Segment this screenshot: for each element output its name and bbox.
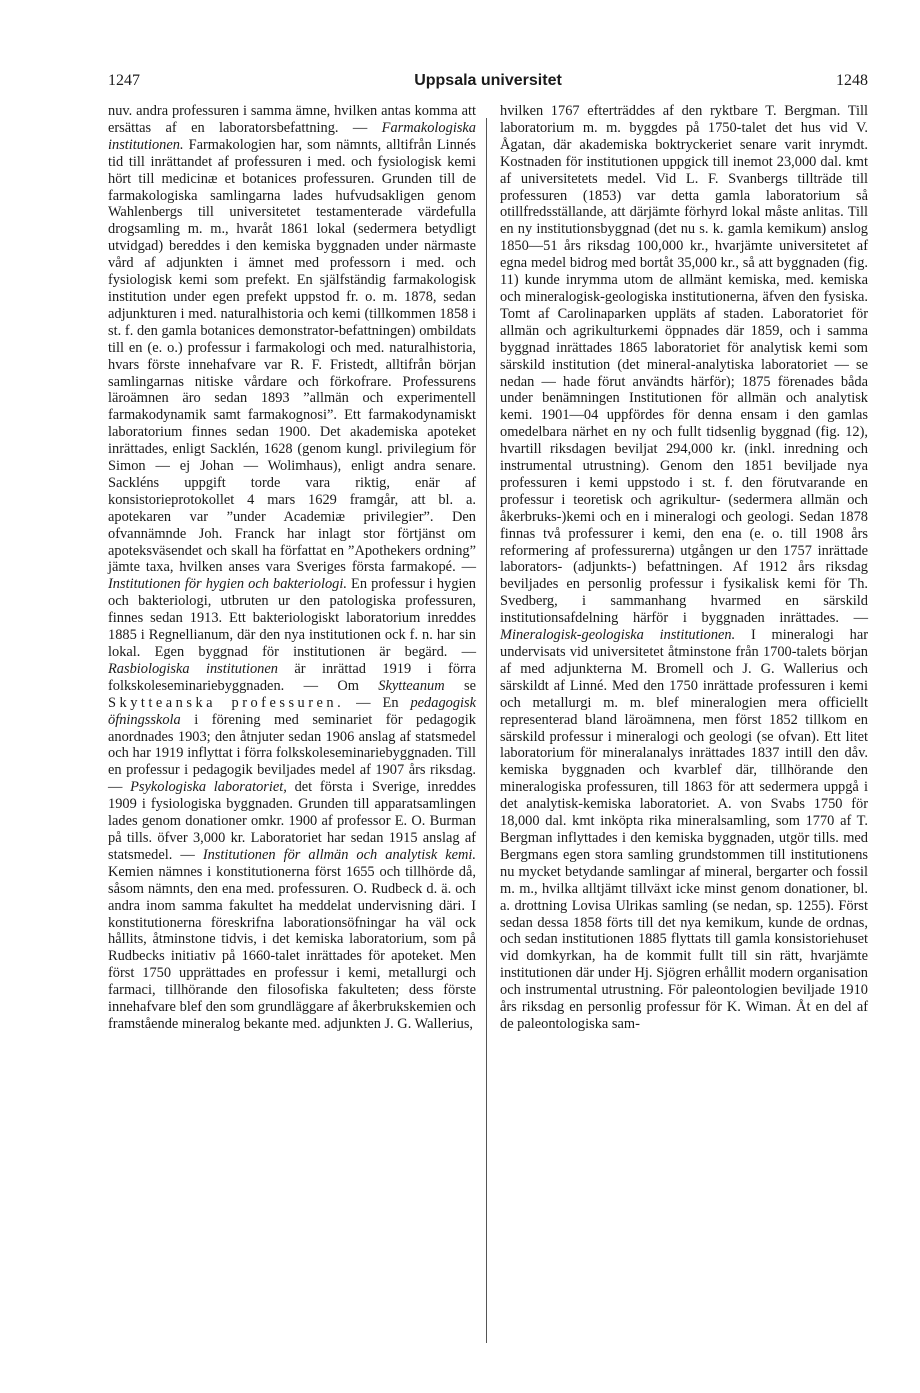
text-run: En professur i hygien och bakteriologi, utbruten ur den patologiska professuren, finnes sedan 1913. Ett bakteriologiskt laboratorium inreddes 1885 i Regnellianum, där den nya institutionen ock f. n. har sin lokal. Egen byggnad för institutionen är begärd. —: [108, 576, 477, 660]
text-run: är inrättad 1919 i förra folkskoleseminariebyggnaden. — Om: [108, 660, 476, 694]
page-number-right: 1248: [836, 72, 868, 89]
body-text-left: [108, 103, 476, 1033]
section-heading: pedagogisk öfningsskola: [108, 694, 477, 728]
text-run: se: [444, 677, 476, 694]
text-run: — En: [344, 694, 411, 711]
section-heading: Skytteanum: [378, 677, 445, 694]
text-run: hvilken 1767 efterträddes af den ryktbare T. Bergman. Till laboratorium m. m. byggdes på 1750-talet det hus vid V. Ågatan, där akademiska boktryckeriet senare varit inrymdt. Kostnaden för institutionen uppgick till inemot 23,000 dal. kmt af universitetets medel. Vid L. F. Svanbergs tillträde till professuren (1853) var detta gamla laboratorium så otillfredsställande, att därjämte förhyrd lokal måste anlitas. Till en ny institutionsbyggnad (det nu s. k. gamla kemikum) anslog 1850—51 års riksdag 100,000 kr., hvarjämte universitetet af egna medel bidrog med bortåt 35,000 kr., så att byggnaden (fig. 11) kunde inrymma utom de allmänt kemiska, med. kemiska och mineralogisk-geologiska institutionerna, äfven den fysiska. Tomt af Carolinaparken uppläts af staden. Laboratoriet för allmän och agrikulturkemi öppnades där 1859, och i samma byggnad inrättades 1865 laboratoriet för analytisk kemi som särskild institution (det mineral-analytiska laboratoriet — se nedan — hade förut användts härför); 1875 förenades båda under benämningen Institutionen för allmän och analytisk kemi. 1901—04 uppfördes för denna ensam i den gamlas omedelbara närhet en ny och fullt tidsenlig byggnad (fig. 12), hvartill riksdagen beviljat 294,000 kr. (inkl. inredning och instrumental utrustning). Genom den 1851 beviljade nya professuren i kemi uppstodo i st. f. den förutvarande en professur i teoretisk och agrikultur- (sedermera allmän och åkerbruks-)kemi och en i mineralogi och geologi. Sedan 1878 finnas två professurer i kemi, den ena (e. o. till 1908 års reformering af professurerna) utgången ur den 1757 inrättade laborators- (adjunkts-) befattningen. Af 1912 års riksdag beviljades en personlig professur i fysikalisk kemi för Th. Svedberg, i sammanhang hvarmed en särskild institutionsafdelning härför i byggnaden inrättades. —: [500, 103, 868, 627]
section-heading: Institutionen för allmän och analytisk kemi.: [202, 846, 476, 863]
section-heading: Farmakologiska institutionen.: [108, 119, 476, 153]
text-run: I mineralogi har undervisats vid universitetet åtminstone från 1700-talets början af med adjunkterna M. Bromell och J. G. Wallerius och särskildt af Linné. Med den 1750 inrättade professuren i kemi och metallurgi m. m. blef mineralogien mera officiellt representerad bland läroämnena, men först 1852 tillkom en särskild professur i mineralogi och geologi (se ofvan). Ett litet laboratorium för mineralanalys inrättades 1837 intill den dåv. kemiska byggnaden och kvarblef där, tillhörande den mineralogiska professuren, till 1863 för att sedermera uppgå i det analytisk-kemiska laboratoriet. A. von Svabs 1750 för 18,000 dal. kmt inköpta rika mineralsamling, som 1770 af T. Bergman inflyttades i den kemiska byggnaden, utgör tills. med Bergmans egen stora samling grundstommen till institutionens nu mycket betydande samlingar af mineral, bergarter och fossil m. m., hvilka alltjämt tillväxt icke minst genom donationer, bl. a. drottning Lovisa Ulrikas samling (se nedan, sp. 1255). Först sedan dessa 1858 förts till det nya kemikum, kunde de ordnas, och sedan institutionen 1885 flyttats till gamla konsistoriehuset vid domkyrkan, ha de kommit fullt till sin rätt, hvarjämte institutionen där under Hj. Sjögren erhållit modern organisation och instrumental utrustning. För paleontologien beviljade 1910 års riksdag en personlig professur för K. Wiman. Åt en del af de paleontologiska sam-: [500, 627, 868, 1032]
text-run: nuv. andra professuren i samma ämne, hvilken antas komma att ersättas af en laboratorsbefattning. —: [108, 103, 476, 136]
spaced-reference: Skytteanska professuren.: [108, 694, 345, 711]
text-run: Farmakologien har, som nämnts, alltifrån Linnés tid till inrättandet af professuren i med. och fysiologisk kemi hört till medicinæ et botanices professuren. Grunden till de farmakologiska samlingarna lades hufvudsakligen genom Wahlenbergs till universitetet testamenterade värdefulla drogsamling m. m., hvaråt 1861 lokal (sedermera betydligt utvidgad) bereddes i den kemiska byggnaden under närmaste vård af adjunkten i ämnet med professorn i med. och fysiologisk kemi som prefekt. En själfständig farmakologisk institution under egen prefekt uppstod fr. o. m. 1878, sedan adjunkturen i med. naturalhistoria och kemi (tillkommen 1858 i st. f. den gamla botanices demonstrator-befattningen) ombildats till en (e. o.) professur i farmakologi och med. naturalhistoria, hvars förste innehafvare var R. F. Fristedt, alltifrån början samlingarnas nitiske vårdare och förkofrare. Professurens läroämnen äro sedan 1893 ”allmän och experimentell farmakodynamik samt farmakognosi”. Ett farmakodynamiskt laboratorium finnes sedan 1900. Det akademiska apoteket inrättades, enligt Sacklén, 1628 (genom kungl. privilegium för Simon — ej Johan — Wolimhaus), enligt andra senare. Sackléns uppgift torde vara riktig, enär af konsistorieprotokollet 4 mars 1629 framgår, att bl. a. apotekaren var ”under Academiæ privilegier”. Den ofvannämnde Joh. Franck har inlagt stor förtjänst om apoteksväsendet och skall ha författat en ”Apothekers ordning” jämte taxa, hvilken anses vara Sveriges första farmakopé. —: [108, 136, 476, 576]
page-header: [108, 72, 868, 96]
column-divider: [486, 118, 487, 1343]
page-number-left: 1247: [108, 72, 140, 89]
text-column-right: [500, 103, 868, 1033]
running-title: Uppsala universitet: [414, 72, 562, 89]
text-column-left: [108, 103, 476, 1033]
text-run: i förening med seminariet för pedagogik anordnades 1903; den åtnjuter sedan 1906 anslag af statsmedel och har 1919 inflyttat i förra folkskoleseminariebyggnaden. Till en professur i pedagogik beviljades medel af 1907 års riksdag. —: [108, 711, 476, 796]
section-heading: Rasbiologiska institutionen: [108, 660, 278, 677]
section-heading: Mineralogisk-geologiska institutionen.: [500, 627, 736, 644]
body-text-right: [500, 103, 868, 1033]
text-run: Kemien nämnes i konstitutionerna först 1655 och tillhörde då, såsom nämnts, den ena med. professuren. O. Rudbeck d. ä. och andra inom samma fakultet ha meddelat undervisning däri. I konstitutionerna föreskrifna laborationsöfningar ha väl ock hållits, åtminstone tidvis, i det kemiska laboratorium, som på Rudbecks initiativ på 1660-talet inrättades för apoteket. Men först 1750 upprättades en professur i kemi, metallurgi och farmaci, tillhörande den filosofiska fakulteten; dess förste innehafvare blef den som grundläggare af åkerbrukskemien och framstående mineralog bekante med. adjunkten J. G. Wallerius,: [108, 863, 476, 1032]
section-heading: Psykologiska laboratoriet,: [130, 779, 287, 796]
section-heading: Institutionen för hygien och bakteriologi.: [108, 576, 347, 593]
text-run: det första i Sverige, inreddes 1909 i fysiologiska byggnaden. Grunden till apparatsamlingen lades genom donationer omkr. 1900 af professor E. O. Burman på tills. öfver 3,000 kr. Laboratoriet har sedan 1915 anslag af statsmedel. —: [108, 779, 476, 863]
